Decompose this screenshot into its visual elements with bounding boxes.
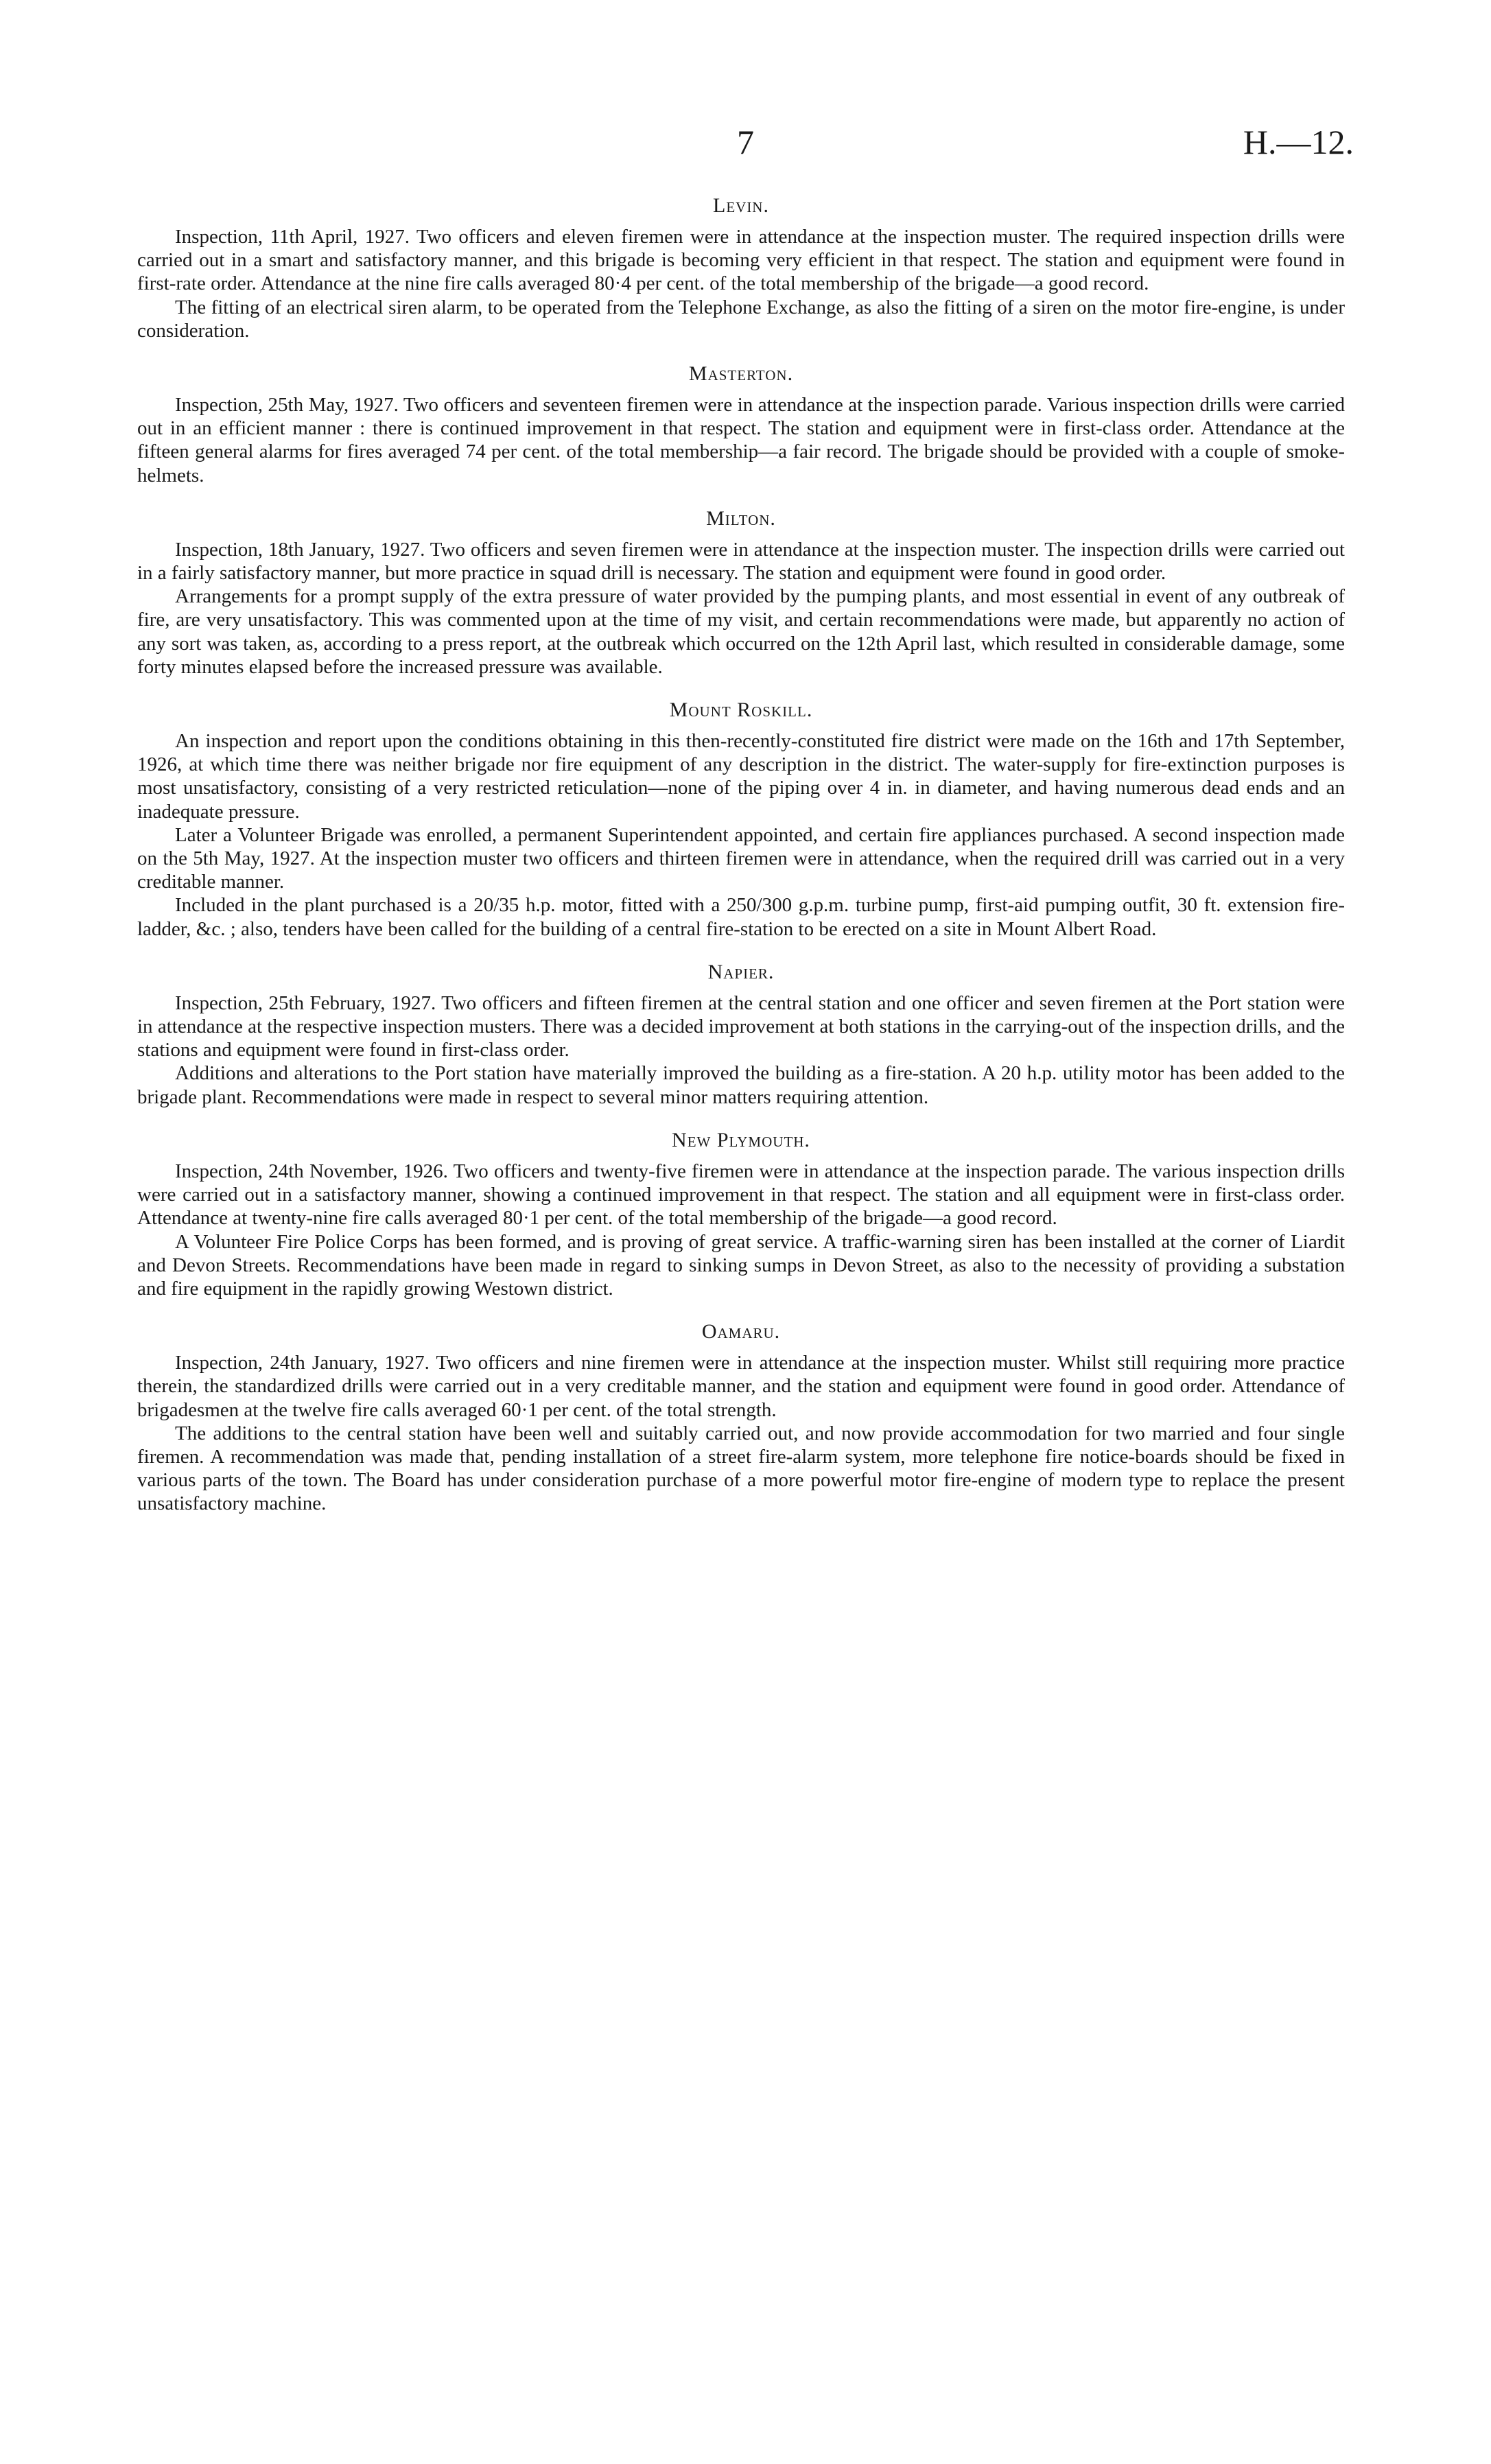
report-code: H.—12. [1243,123,1354,161]
section-heading: Oamaru. [701,1320,781,1344]
section-heading: Levin. [713,194,769,217]
paragraph: Inspection, 25th May, 1927. Two officers and seventeen firemen were in attendance at the inspection parade. Various inspection drills were carried out in an efficient manner : there is continued improvement in that respect. The station and equipment were in first-class order. Attendance at the fifteen general alarms for fires averaged 74 per cent. of the total membership—a fair record. The brigade should be provided with a couple of smoke-helmets. [137,394,1345,486]
paragraph: Inspection, 24th January, 1927. Two officers and nine firemen were in attendance at the inspection muster. Whilst still requiring more practice therein, the standardized drills were carried out in a very creditable manner, and the station and equipment were found in good order. Attendance of brigadesmen at the twelve fire calls averaged 60·1 per cent. of the total strength. [137,1352,1345,1421]
section-oamaru [137,1317,1345,1515]
document-body [137,191,1345,1532]
paragraph: Inspection, 24th November, 1926. Two officers and twenty-five firemen were in attendance at the inspection parade. The various inspection drills were carried out in a satisfactory manner, showing a continued improvement in that respect. The station and all equipment were in first-class order. Attendance at twenty-nine fire calls averaged 80·1 per cent. of the total membership of the brigade—a good record. [137,1160,1345,1230]
section-new-plymouth [137,1125,1345,1300]
section-heading: Napier. [707,960,775,983]
paragraph: Inspection, 11th April, 1927. Two officers and eleven firemen were in attendance at the inspection muster. The required inspection drills were carried out in a smart and satisfactory manner, and this brigade is becoming very efficient in that respect. The station and equipment were found in first-rate order. Attendance at the nine fire calls averaged 80·4 per cent. of the total membership of the brigade—a good record. [137,226,1345,295]
paragraph: Additions and alterations to the Port station have materially improved the building as a fire-station. A 20 h.p. utility motor has been added to the brigade plant. Recommendations were made in respect to several minor matters requiring attention. [137,1062,1345,1108]
section-mount-roskill [137,695,1345,941]
section-heading: Masterton. [688,362,794,386]
paragraph: Inspection, 25th February, 1927. Two officers and fifteen firemen at the central station and one officer and seven firemen at the Port station were in attendance at the respective inspection musters. There was a decided improvement at both stations in the carrying-out of the inspection drills, and the stations and equipment were found in first-class order. [137,992,1345,1061]
paragraph: The additions to the central station have been well and suitably carried out, and now provide accommodation for two married and four single firemen. A recommendation was made that, pending installation of a street fire-alarm system, more telephone fire notice-boards should be fixed in various parts of the town. The Board has under consideration purchase of a more powerful motor fire-engine of modern type to replace the present unsatisfactory machine. [137,1422,1345,1515]
section-milton [137,504,1345,679]
paragraph: Later a Volunteer Brigade was enrolled, a permanent Superintendent appointed, and certain fire appliances purchased. A second inspection made on the 5th May, 1927. At the inspection muster two officers and thirteen firemen were in attendance, when the required drill was carried out in a very creditable manner. [137,823,1345,893]
page-number: 7 [737,123,754,161]
section-levin [137,191,1345,342]
section-heading: New Plymouth. [672,1128,810,1151]
section-heading: Milton. [706,506,776,530]
page-header [137,122,1354,177]
section-heading: Mount Roskill. [669,699,813,722]
section-napier [137,957,1345,1109]
paragraph: A Volunteer Fire Police Corps has been formed, and is proving of great service. A traffic-warning siren has been installed at the corner of Liardit and Devon Streets. Recommendations have been made in regard to sinking sumps in Devon Street, as also to the necessity of providing a substation and fire equipment in the rapidly growing Westown district. [137,1230,1345,1300]
paragraph: An inspection and report upon the conditions obtaining in this then-recently-constituted fire district were made on the 16th and 17th September, 1926, at which time there was neither brigade nor fire equipment of any description in the district. The water-supply for fire-extinction purposes is most unsatisfactory, consisting of a very restricted reticulation—none of the piping over 4 in. in diameter, and having numerous dead ends and an inadequate pressure. [137,730,1345,823]
paragraph: Included in the plant purchased is a 20/35 h.p. motor, fitted with a 250/300 g.p.m. turbine pump, first-aid pumping outfit, 30 ft. extension fire-ladder, &c. ; also, tenders have been called for the building of a central fire-station to be erected on a site in Mount Albert Road. [137,894,1345,940]
paragraph: Inspection, 18th January, 1927. Two officers and seven firemen were in attendance at the inspection muster. The inspection drills were carried out in a fairly satisfactory manner, but more practice in squad drill is necessary. The station and equipment were found in good order. [137,538,1345,585]
paragraph: Arrangements for a prompt supply of the extra pressure of water provided by the pumping plants, and most essential in event of any outbreak of fire, are very unsatisfactory. This was commented upon at the time of my visit, and certain recommendations were made, but apparently no action of any sort was taken, as, according to a press report, at the outbreak which occurred on the 12th April last, which resulted in considerable damage, some forty minutes elapsed before the increased pressure was available. [137,585,1345,678]
section-masterton [137,359,1345,487]
paragraph: The fitting of an electrical siren alarm, to be operated from the Telephone Exchange, as also the fitting of a siren on the motor fire-engine, is under consideration. [137,296,1345,342]
